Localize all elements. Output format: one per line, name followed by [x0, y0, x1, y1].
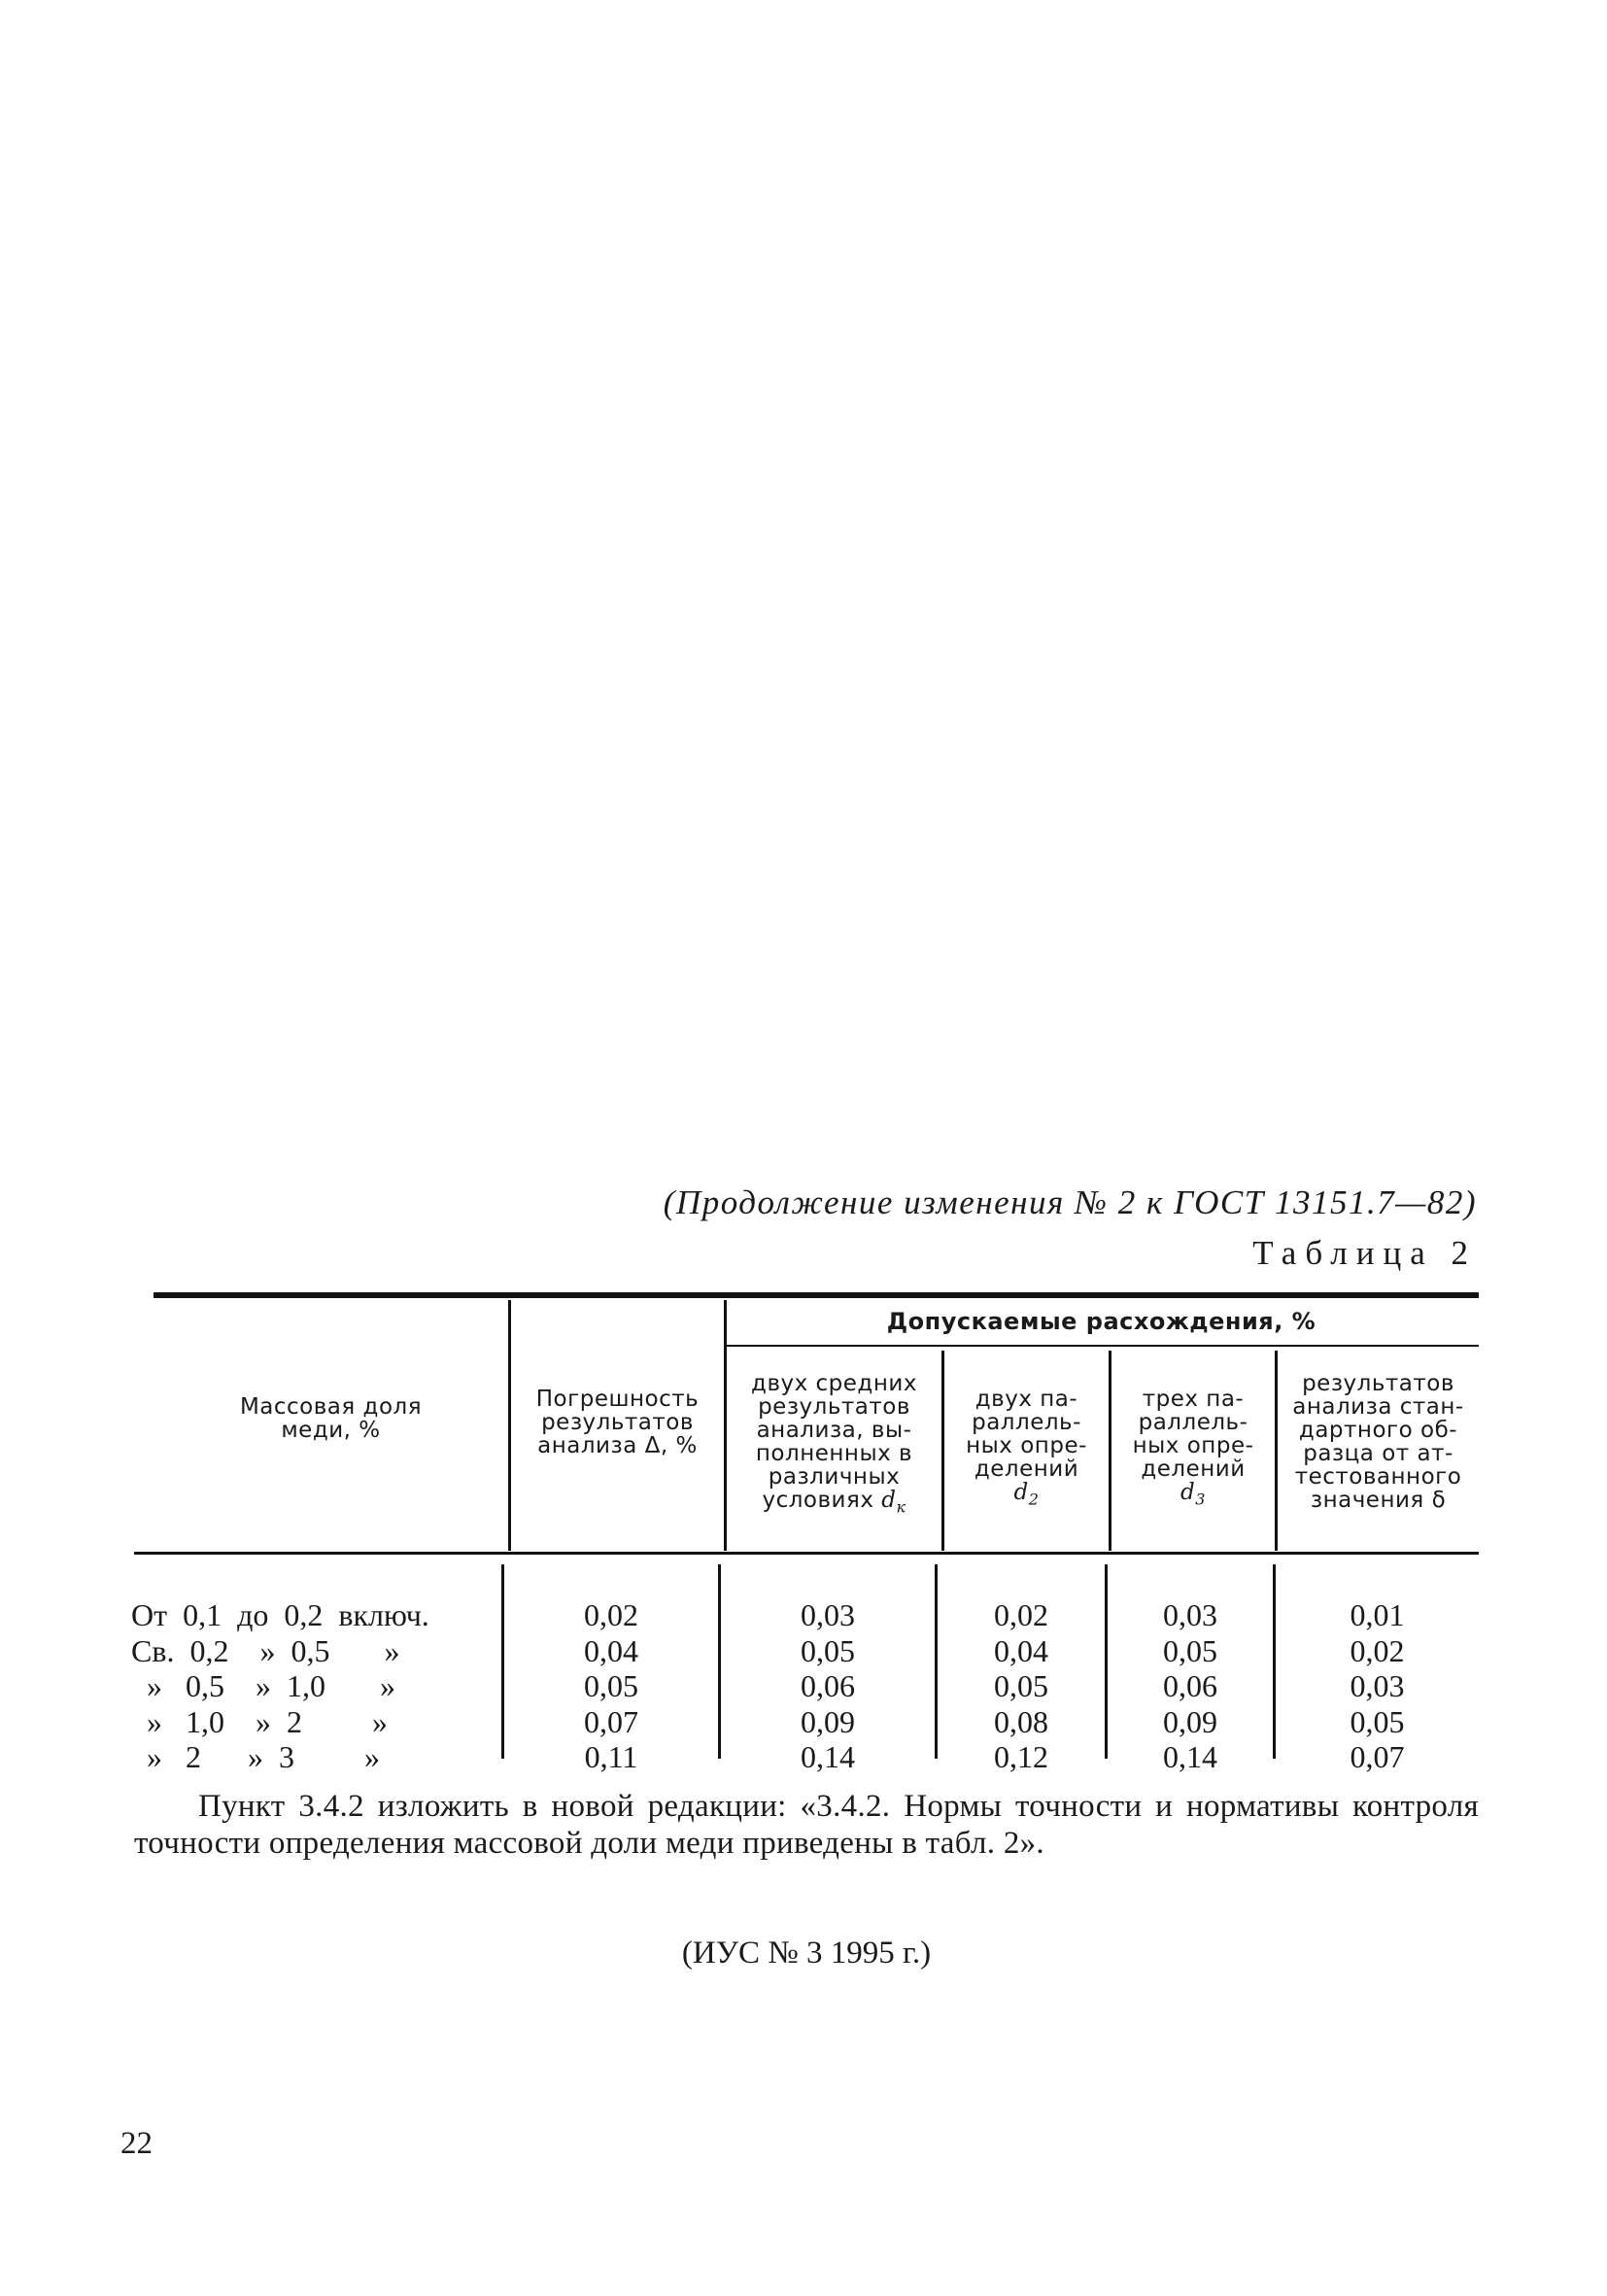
table-cell: 0,05 [801, 1632, 855, 1668]
table-cell: 0,14 [1163, 1739, 1217, 1774]
page-number: 22 [120, 2126, 153, 2161]
table-cell: 0,04 [584, 1632, 638, 1668]
table-cell: 0,08 [994, 1703, 1048, 1739]
table-cell: 0,03 [801, 1597, 855, 1632]
header-allowed-divergences: Допускаемые расхождения, % [886, 1308, 1316, 1335]
header-mass-share: Массовая доля меди, % [239, 1394, 423, 1443]
amendment-paragraph: Пункт 3.4.2 изложить в новой редакции: «3.4.2. Нормы точности и нормативы контроля точности определения массовой доли меди приведены в табл. 2». [134, 1789, 1479, 1861]
table-cell: 0,05 [1163, 1632, 1217, 1668]
header-dk: двух средних результатов анализа, вы- полненных в различных условиях $d_к$ [751, 1371, 917, 1517]
table-row: » 1,0 » 2 » [131, 1703, 388, 1739]
table-row: Св. 0,2 » 0,5 » [131, 1632, 400, 1668]
table-cell: 0,02 [994, 1597, 1048, 1632]
table-cell: 0,07 [1350, 1739, 1405, 1774]
table-cell: 0,06 [801, 1668, 855, 1703]
table-row: От 0,1 до 0,2 включ. [131, 1597, 429, 1632]
table-cell: 0,05 [994, 1668, 1048, 1703]
table-cell: 0,14 [801, 1739, 855, 1774]
table-caption: Таблица 2 [1252, 1234, 1477, 1272]
table-cell: 0,06 [1163, 1668, 1217, 1703]
table-cell: 0,09 [1163, 1703, 1217, 1739]
header-bottom-rule [134, 1552, 1479, 1555]
table-row: » 2 » 3 » [131, 1739, 380, 1774]
table-cell: 0,01 [1350, 1597, 1405, 1632]
column-d2 [938, 1597, 1105, 1775]
column-delta [1276, 1597, 1479, 1775]
table-cell: 0,05 [584, 1668, 638, 1703]
table-cell: 0,02 [584, 1597, 638, 1632]
table-cell: 0,04 [994, 1632, 1048, 1668]
header-d3: трех па- раллель- ных опре- делений $d_3$ [1132, 1387, 1254, 1509]
table-cell: 0,07 [584, 1703, 638, 1739]
table-cell: 0,02 [1350, 1632, 1405, 1668]
column-error [504, 1597, 718, 1775]
column-d3 [1108, 1597, 1273, 1775]
group-header-rule [724, 1345, 1479, 1347]
table-cell: 0,03 [1163, 1597, 1217, 1632]
table-cell: 0,03 [1350, 1668, 1405, 1703]
table-cell: 0,12 [994, 1739, 1048, 1774]
source-note: (ИУС № 3 1995 г.) [681, 1936, 932, 1970]
table-cell: 0,09 [801, 1703, 855, 1739]
header-error: Погрешность результатов анализа Δ, % [535, 1387, 700, 1458]
header-d2: двух па- раллель- ных опре- делений $d_2$ [966, 1387, 1087, 1509]
table-cell: 0,11 [584, 1739, 638, 1774]
column-dk [721, 1597, 935, 1775]
header-delta: результатов анализа стан- дартного об- разца от ат- тестованного значения δ [1292, 1371, 1464, 1513]
table-cell: 0,05 [1350, 1703, 1405, 1739]
continuation-note: (Продолжение изменения № 2 к ГОСТ 13151.7—82) [663, 1183, 1477, 1221]
column-mass-share [131, 1597, 500, 1775]
table-row: » 0,5 » 1,0 » [131, 1668, 395, 1703]
